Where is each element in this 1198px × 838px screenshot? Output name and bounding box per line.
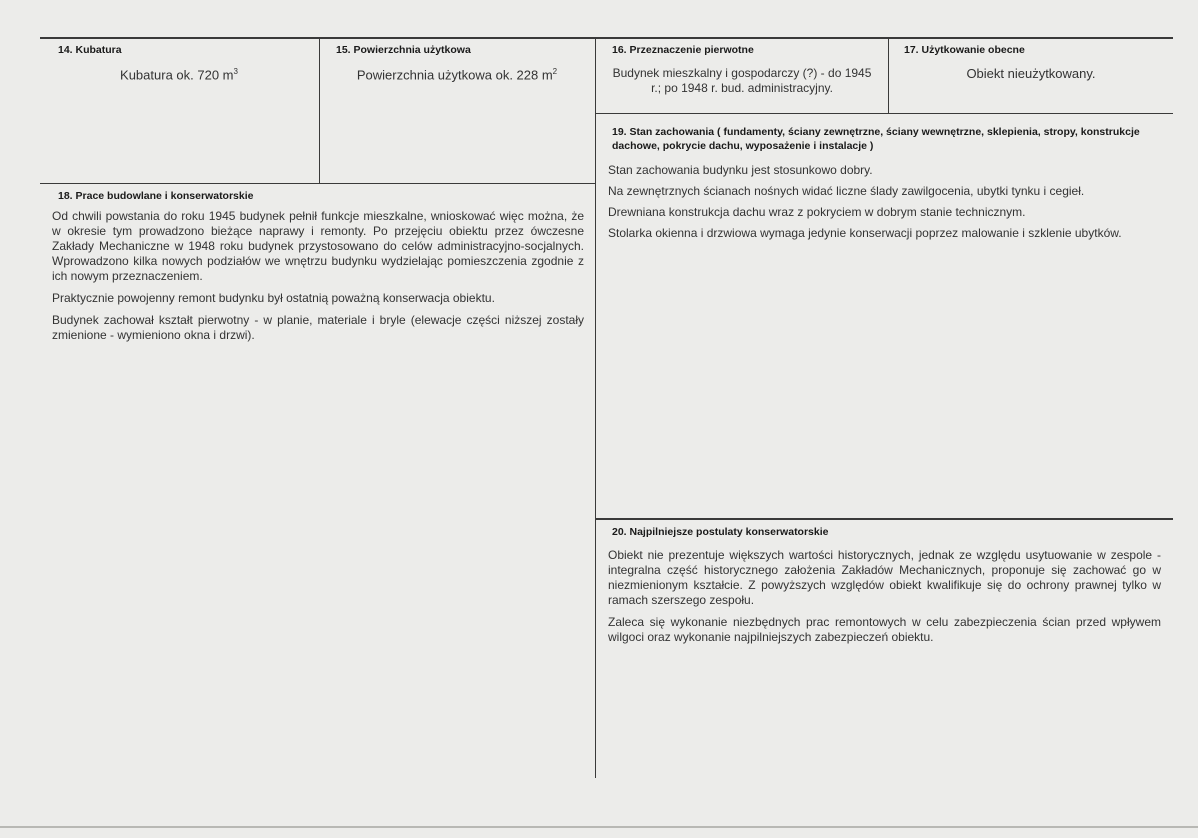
section-14-title: 14. Kubatura — [58, 44, 122, 56]
divider-14-15 — [319, 38, 320, 184]
section-18-paragraph: Od chwili powstania do roku 1945 budynek pełnił funkcje mieszkalne, wnioskować więc można, że w okresie tym prowadzono bieżące naprawy i remonty. Po przejęciu obiektu przez ówczesne Zakłady Mechaniczne w 1948 roku budynek przystosowano do celów administracyjno-socjalnych. Wprowadzono kilka nowych podziałów we wnętrzu budynku wydzielając pomieszczenia zgodnie z ich nowym przeznaczeniem. — [52, 209, 584, 283]
section-16-value: Budynek mieszkalny i gospodarczy (?) - do 1945 r.; po 1948 r. bud. administracyjny. — [612, 66, 872, 95]
section-19-paragraph: Stolarka okienna i drzwiowa wymaga jedynie konserwacji poprzez malowanie i szklenie ubytków. — [608, 226, 1122, 240]
bottom-edge — [0, 826, 1198, 828]
section-20-title: 20. Najpilniejsze postulaty konserwatorskie — [612, 526, 829, 538]
section-14-value — [44, 64, 314, 82]
section-15-title: 15. Powierzchnia użytkowa — [336, 44, 471, 56]
section-16-title: 16. Przeznaczenie pierwotne — [612, 44, 754, 56]
section-20-paragraph: Obiekt nie prezentuje większych wartości historycznych, jednak ze względu usytuowanie w zespole - integralna część historycznego założenia Zakładów Mechanicznych, proponuje się zachować go w niezmienionym kształcie. Z powyższych względów obiekt kwalifikuje się do ochrony prawnej tylko w ramach szerszego zespołu. — [608, 548, 1161, 607]
section-17-value: Obiekt nieużytkowany. — [966, 66, 1096, 81]
section-20-body — [608, 548, 1161, 652]
kubatura-text: Kubatura ok. 720 m — [120, 67, 234, 83]
rule-above-19 — [596, 113, 1173, 114]
section-18-paragraph: Praktycznie powojenny remont budynku był ostatnią poważną konserwacja obiektu. — [52, 291, 495, 305]
section-19-title: 19. Stan zachowania ( fundamenty, ściany zewnętrzne, ściany wewnętrzne, sklepienia, stropy, konstrukcje dachowe, pokrycie dachu, wyposażenie i instalacje ) — [612, 126, 1140, 152]
section-18-paragraph: Budynek zachował kształt pierwotny - w planie, materiale i bryle (elewacje części niższej zostały zmienione - wymieniono okna i drzwi). — [52, 313, 584, 342]
section-17-title: 17. Użytkowanie obecne — [904, 44, 1025, 56]
top-rule — [40, 37, 1173, 39]
divider-16-17 — [888, 38, 889, 114]
divider-15-16 — [595, 38, 596, 778]
section-18-body — [52, 209, 584, 350]
powierzchnia-unit-exponent: 2 — [552, 67, 558, 76]
section-15-value — [322, 64, 592, 82]
section-18-title: 18. Prace budowlane i konserwatorskie — [58, 190, 254, 202]
section-19-body — [608, 163, 1163, 247]
kubatura-unit-exponent: 3 — [233, 67, 238, 76]
section-19-paragraph: Stan zachowania budynku jest stosunkowo dobry. — [608, 163, 873, 177]
section-19-paragraph: Drewniana konstrukcja dachu wraz z pokryciem w dobrym stanie technicznym. — [608, 205, 1026, 219]
rule-above-18 — [40, 183, 595, 184]
section-19-paragraph: Na zewnętrznych ścianach nośnych widać liczne ślady zawilgocenia, ubytki tynku i cegieł. — [608, 184, 1085, 198]
section-20-paragraph: Zaleca się wykonanie niezbędnych prac remontowych w celu zabezpieczenia ścian przed wpływem wilgoci oraz wykonanie najpilniejszych zabezpieczeń obiektu. — [608, 615, 1161, 644]
rule-above-20 — [596, 518, 1173, 520]
powierzchnia-text: Powierzchnia użytkowa ok. 228 m — [356, 67, 553, 83]
